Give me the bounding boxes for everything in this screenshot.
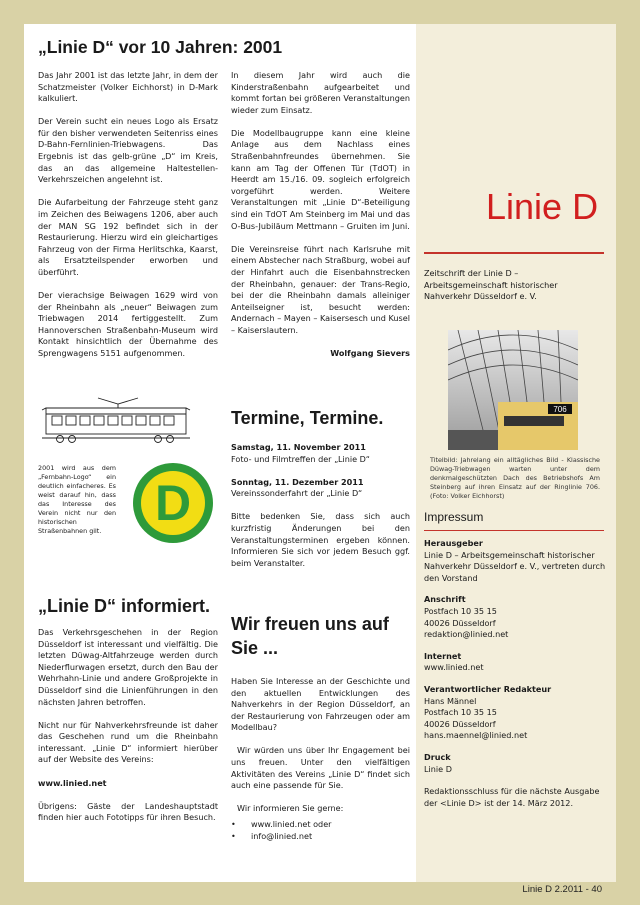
cover-photo [448, 330, 578, 450]
event-desc: Vereinssonderfahrt der „Linie D“ [231, 488, 363, 499]
brand-rule [424, 252, 604, 254]
brand-logo: Linie D [486, 186, 599, 227]
paragraph: Nicht nur für Nahverkehrsfreunde ist daher das Geschehen rund um die Rheinbahn interessant. „Linie D“ informiert hierüber auf der Website des Vereins: [38, 719, 218, 765]
termine-note: Bitte bedenken Sie, dass sich auch kurzfristig Änderungen bei den Veranstaltungsterminen ergeben können. Informieren Sie sich vor jedem Besuch ggf. beim Veranstalter. [231, 511, 410, 568]
list-item: • www.linied.net oder [231, 819, 410, 831]
paragraph: Übrigens: Gäste der Landeshauptstadt finden hier auch Fototipps für ihren Besuch. [38, 800, 218, 823]
redakteur-line: Postfach 10 35 15 [424, 707, 497, 718]
paragraph: Wir würden uns über Ihr Engagement bei uns freuen. Unter den vielfältigen Aktivitäten des Vereins „Linie D“ findet sich auch eine passende für Sie. [231, 745, 410, 791]
page-footer: Linie D 2.2011 - 40 [522, 884, 602, 895]
event-date: Sonntag, 11. Dezember 2011 [231, 476, 364, 487]
freuen-title: Wir freuen uns auf Sie ... [231, 614, 389, 658]
anschrift-line: Postfach 10 35 15 [424, 605, 497, 616]
paragraph: Das Jahr 2001 ist das letzte Jahr, in dem der Schatzmeister (Volker Eichhorst) in D-Mark kalkuliert. [38, 70, 218, 104]
anschrift-email: redaktion@linied.net [424, 629, 509, 640]
paragraph: Der Verein sucht ein neues Logo als Ersatz für den bisher verwendeten Seitenriss eines D-Bahn-Fernlinien-Triebwagens. Das Ergebnis ist das gelb-grüne „D“ im Kreis, das an das allgemeine Haltestellen-Verkehrszeichen angelehnt ist. [38, 116, 218, 185]
article-right-column [231, 70, 410, 371]
logo-caption: 2001 wird aus dem „Fernbahn-Logo“ ein deutlich einfacheres. Es weist darauf hin, dass das Interesse des Verein nicht nur den historischen Straßenbahnen gilt. [38, 464, 116, 535]
redakteur-label: Verantwortlicher Redakteur [424, 683, 552, 694]
anschrift-label: Anschrift [424, 594, 466, 605]
author: Wolfgang Sievers [330, 347, 410, 358]
event-date: Samstag, 11. November 2011 [231, 442, 366, 452]
logo-letter: D [154, 475, 192, 531]
anschrift-line: 40026 Düsseldorf [424, 617, 496, 628]
photo-caption: Titelbild: Jahrelang ein alltägliches Bild - Klassische Düwag-Triebwagen warten unter dem denkmalgeschützten Dach des Betriebshofs Am Steinberg auf ihren Einsatz auf der Ringlinie 706. (Foto: Volker Eichhorst) [430, 456, 600, 500]
impressum [424, 538, 608, 809]
impressum-rule [424, 530, 604, 531]
tram-number: 706 [553, 405, 567, 414]
impressum-title: Impressum [424, 510, 484, 524]
redakteur-line: Hans Männel [424, 695, 477, 706]
paragraph: In diesem Jahr wird auch die Kinderstraßenbahn aufgearbeitet und kommt fortan bei größeren Veranstaltungen wieder zum Einsatz. [231, 70, 410, 115]
list-item: • info@linied.net [231, 831, 410, 843]
linie-d-logo [132, 462, 214, 544]
contact-list [231, 819, 410, 842]
termine-list [231, 442, 410, 581]
redakteur-line: 40026 Düsseldorf [424, 718, 496, 729]
website-text: www.linied.net [38, 777, 107, 788]
redakteur-email: hans.maennel@linied.net [424, 730, 528, 741]
druck: Linie D [424, 763, 452, 774]
paragraph: Haben Sie Interesse an der Geschichte und den aktuellen Entwicklungen des Nahverkehrs in der Region Düsseldorf, an der Restaurierung von Fahrzeugen oder am Modellbau? [231, 676, 410, 733]
termine-title: Termine, Termine. [231, 408, 384, 428]
herausgeber: Linie D – Arbeitsgemeinschaft historischer Nahverkehr Düsseldorf e. V., vertreten durch den Vorstand [424, 549, 606, 583]
tram-drawing [38, 394, 194, 446]
paragraph: Das Verkehrsgeschehen in der Region Düsseldorf ist interessant und vielfältig. Die letzten Düwag-Altfahrzeuge werden durch Niederflurwagen ersetzt, durch den Bau der Wehrhahn-Linie und andere Großprojekte in Düsseldorf sind die Linienführungen in den nächsten Jahren betroffen. [38, 627, 218, 707]
freuen-body [231, 676, 410, 842]
paragraph: Die Modellbaugruppe kann eine kleine Anlage aus dem Nachlass eines Straßenbahnfreundes übernehmen. Sie kann am Tag der Offenen Tür (TdOT) in Heerdt am 15./16. 09. sogleich erfolgreich vorgeführt werden. Weitere Veranstaltungen mit „Linie D“-Beteiligung sind ein TdOT Am Steinberg im Mai und das O-Bus-Jubiläum Mettmann – Gruiten im Juni. [231, 127, 410, 231]
section-title: „Linie D“ informiert. [38, 596, 211, 616]
paragraph: Wir informieren Sie gerne: [237, 803, 344, 814]
internet-url: www.linied.net [424, 662, 484, 673]
herausgeber-label: Herausgeber [424, 538, 483, 548]
article-left-column [38, 70, 218, 371]
paragraph: Der vierachsige Beiwagen 1629 wird von der Rheinbahn als „neuer“ Beiwagen zum Triebwagen 2014 fertiggestellt. Zum Hannoverschen Straßenbahn-Museum wird Kontakt hinsichtlich der Übernahme des Sprengwagens 5151 aufgenommen. [38, 290, 218, 358]
event-desc: Foto- und Filmtreffen der „Linie D“ [231, 453, 370, 464]
article2-body [38, 627, 218, 835]
tagline: Zeitschrift der Linie D – Arbeitsgemeinschaft historischer Nahverkehr Düsseldorf e. V. [424, 268, 558, 302]
paragraph: Die Vereinsreise führt nach Karlsruhe mit einem Abstecher nach Straßburg, wobei auf der Hinfahrt auch die Eisenbahnstrecken der Rheinbahn, genauer: der Trans-Regio, bei der die Rheinbahn damals alleiniger Anteilseigner ist, besucht werden: Andernach – Mayen – Kaisersesch und Kusel – Kaiserslautern. [231, 243, 410, 335]
redaktionsschluss: Redaktionsschluss für die nächste Ausgabe der <Linie D> ist der 14. März 2012. [424, 786, 600, 808]
internet-label: Internet [424, 650, 462, 661]
paragraph: Die Aufarbeitung der Fahrzeuge steht ganz im Zeichen des Beiwagens 1206, aber auch der MAN SG 192 befindet sich in der Restaurierung. Hierzu wird ein gleichartiges Fahrzeug von der Firma Herlitschka, Kaarst, als Ersatzteilspender erworben und überführt. [38, 197, 218, 277]
page-margin [616, 0, 640, 905]
article-title: „Linie D“ vor 10 Jahren: 2001 [38, 37, 283, 57]
druck-label: Druck [424, 751, 451, 762]
